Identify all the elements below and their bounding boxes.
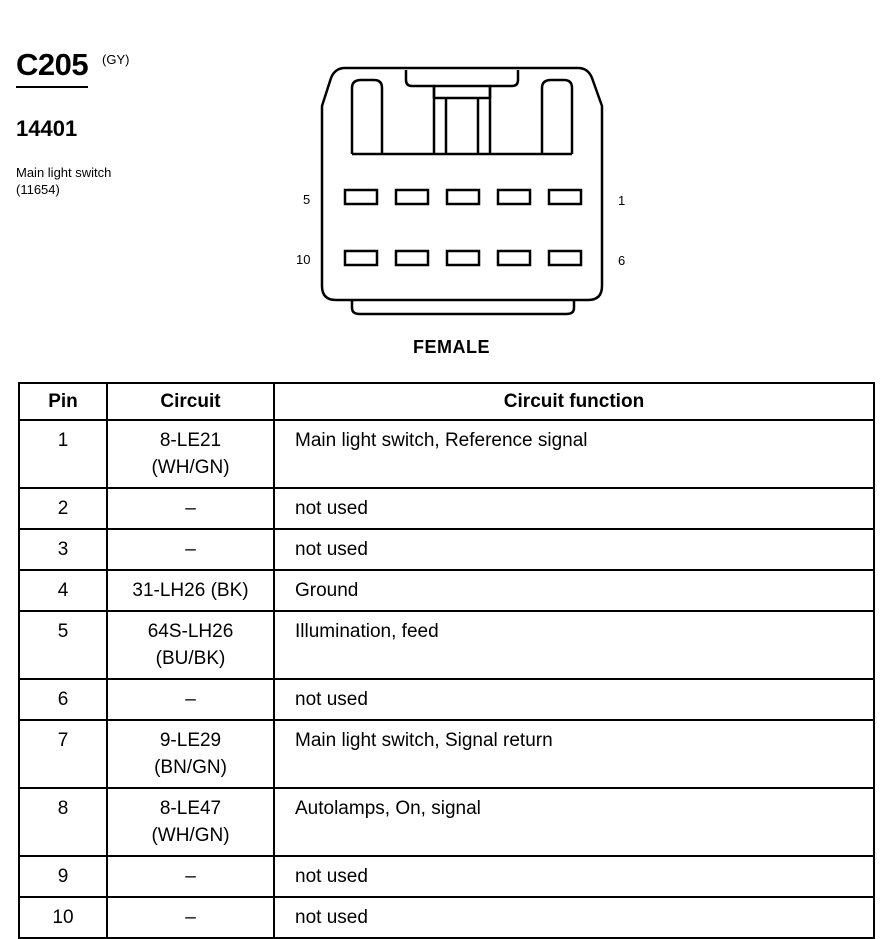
- circuit-cell: –: [185, 907, 196, 928]
- table-row: [19, 788, 874, 856]
- table-row: [19, 529, 874, 570]
- table-row: [19, 856, 874, 897]
- circuit-line-2: (BU/BK): [155, 648, 226, 669]
- function-cell: not used: [295, 689, 368, 710]
- pin-label-top-right: 1: [618, 193, 626, 208]
- header-pin: Pin: [19, 383, 107, 420]
- pin-cell: 5: [57, 621, 69, 642]
- pin-cell: 8: [57, 798, 69, 819]
- circuit-line-1: 9-LE29: [159, 730, 222, 751]
- function-cell: Autolamps, On, signal: [295, 798, 481, 819]
- circuit-cell: [108, 721, 273, 787]
- circuit-cell: –: [185, 539, 196, 560]
- function-cell: Main light switch, Signal return: [295, 730, 553, 751]
- header-circuit: Circuit: [107, 383, 274, 420]
- pin-cell: 6: [57, 689, 69, 710]
- pin-cell: 10: [52, 907, 74, 928]
- pin-cavities: [345, 190, 581, 265]
- circuit-line-1: 8-LE47: [159, 798, 222, 819]
- circuit-line-2: (WH/GN): [151, 457, 230, 478]
- table-row: [19, 897, 874, 938]
- function-cell: not used: [295, 498, 368, 519]
- function-cell: Ground: [295, 580, 359, 601]
- table-row: [19, 488, 874, 529]
- part-number: 14401: [16, 116, 78, 141]
- circuit-line-1: 64S-LH26: [147, 621, 234, 642]
- table-row: [19, 679, 874, 720]
- circuit-cell: [108, 789, 273, 855]
- table-row: [19, 420, 874, 488]
- pin-cell: 2: [57, 498, 69, 519]
- circuit-cell: [108, 612, 273, 678]
- table-row: [19, 570, 874, 611]
- table-row: [19, 720, 874, 788]
- function-cell: not used: [295, 907, 368, 928]
- connector-gender: FEMALE: [413, 337, 490, 357]
- circuit-cell: [108, 421, 273, 487]
- circuit-line-1: 8-LE21: [159, 430, 222, 451]
- circuit-line-2: (BN/GN): [154, 757, 227, 778]
- circuit-cell: –: [185, 498, 196, 519]
- pin-cell: 4: [57, 580, 69, 601]
- pin-cell: 1: [57, 430, 69, 451]
- connector-code: C205: [16, 48, 88, 88]
- connector-color: (GY): [102, 52, 130, 67]
- pin-label-top-left: 5: [303, 192, 311, 207]
- pin-label-bottom-right: 6: [618, 253, 626, 268]
- function-cell: not used: [295, 866, 368, 887]
- circuit-line-2: (WH/GN): [151, 825, 230, 846]
- connector-face-diagram: [0, 0, 888, 380]
- description-line-1: Main light switch: [16, 165, 112, 180]
- function-cell: Main light switch, Reference signal: [295, 430, 588, 451]
- table-row: [19, 611, 874, 679]
- circuit-cell: –: [185, 866, 196, 887]
- circuit-cell: –: [185, 689, 196, 710]
- pin-table: [18, 382, 875, 939]
- table-header-row: [19, 383, 874, 420]
- function-cell: not used: [295, 539, 368, 560]
- pin-cell: 9: [57, 866, 69, 887]
- pin-cell: 7: [57, 730, 69, 751]
- function-cell: Illumination, feed: [295, 621, 439, 642]
- pin-cell: 3: [57, 539, 69, 560]
- header-circuit-function: Circuit function: [274, 383, 874, 420]
- circuit-cell: 31-LH26 (BK): [132, 580, 249, 601]
- description-line-2: (11654): [16, 182, 60, 197]
- pin-label-bottom-left: 10: [296, 252, 311, 267]
